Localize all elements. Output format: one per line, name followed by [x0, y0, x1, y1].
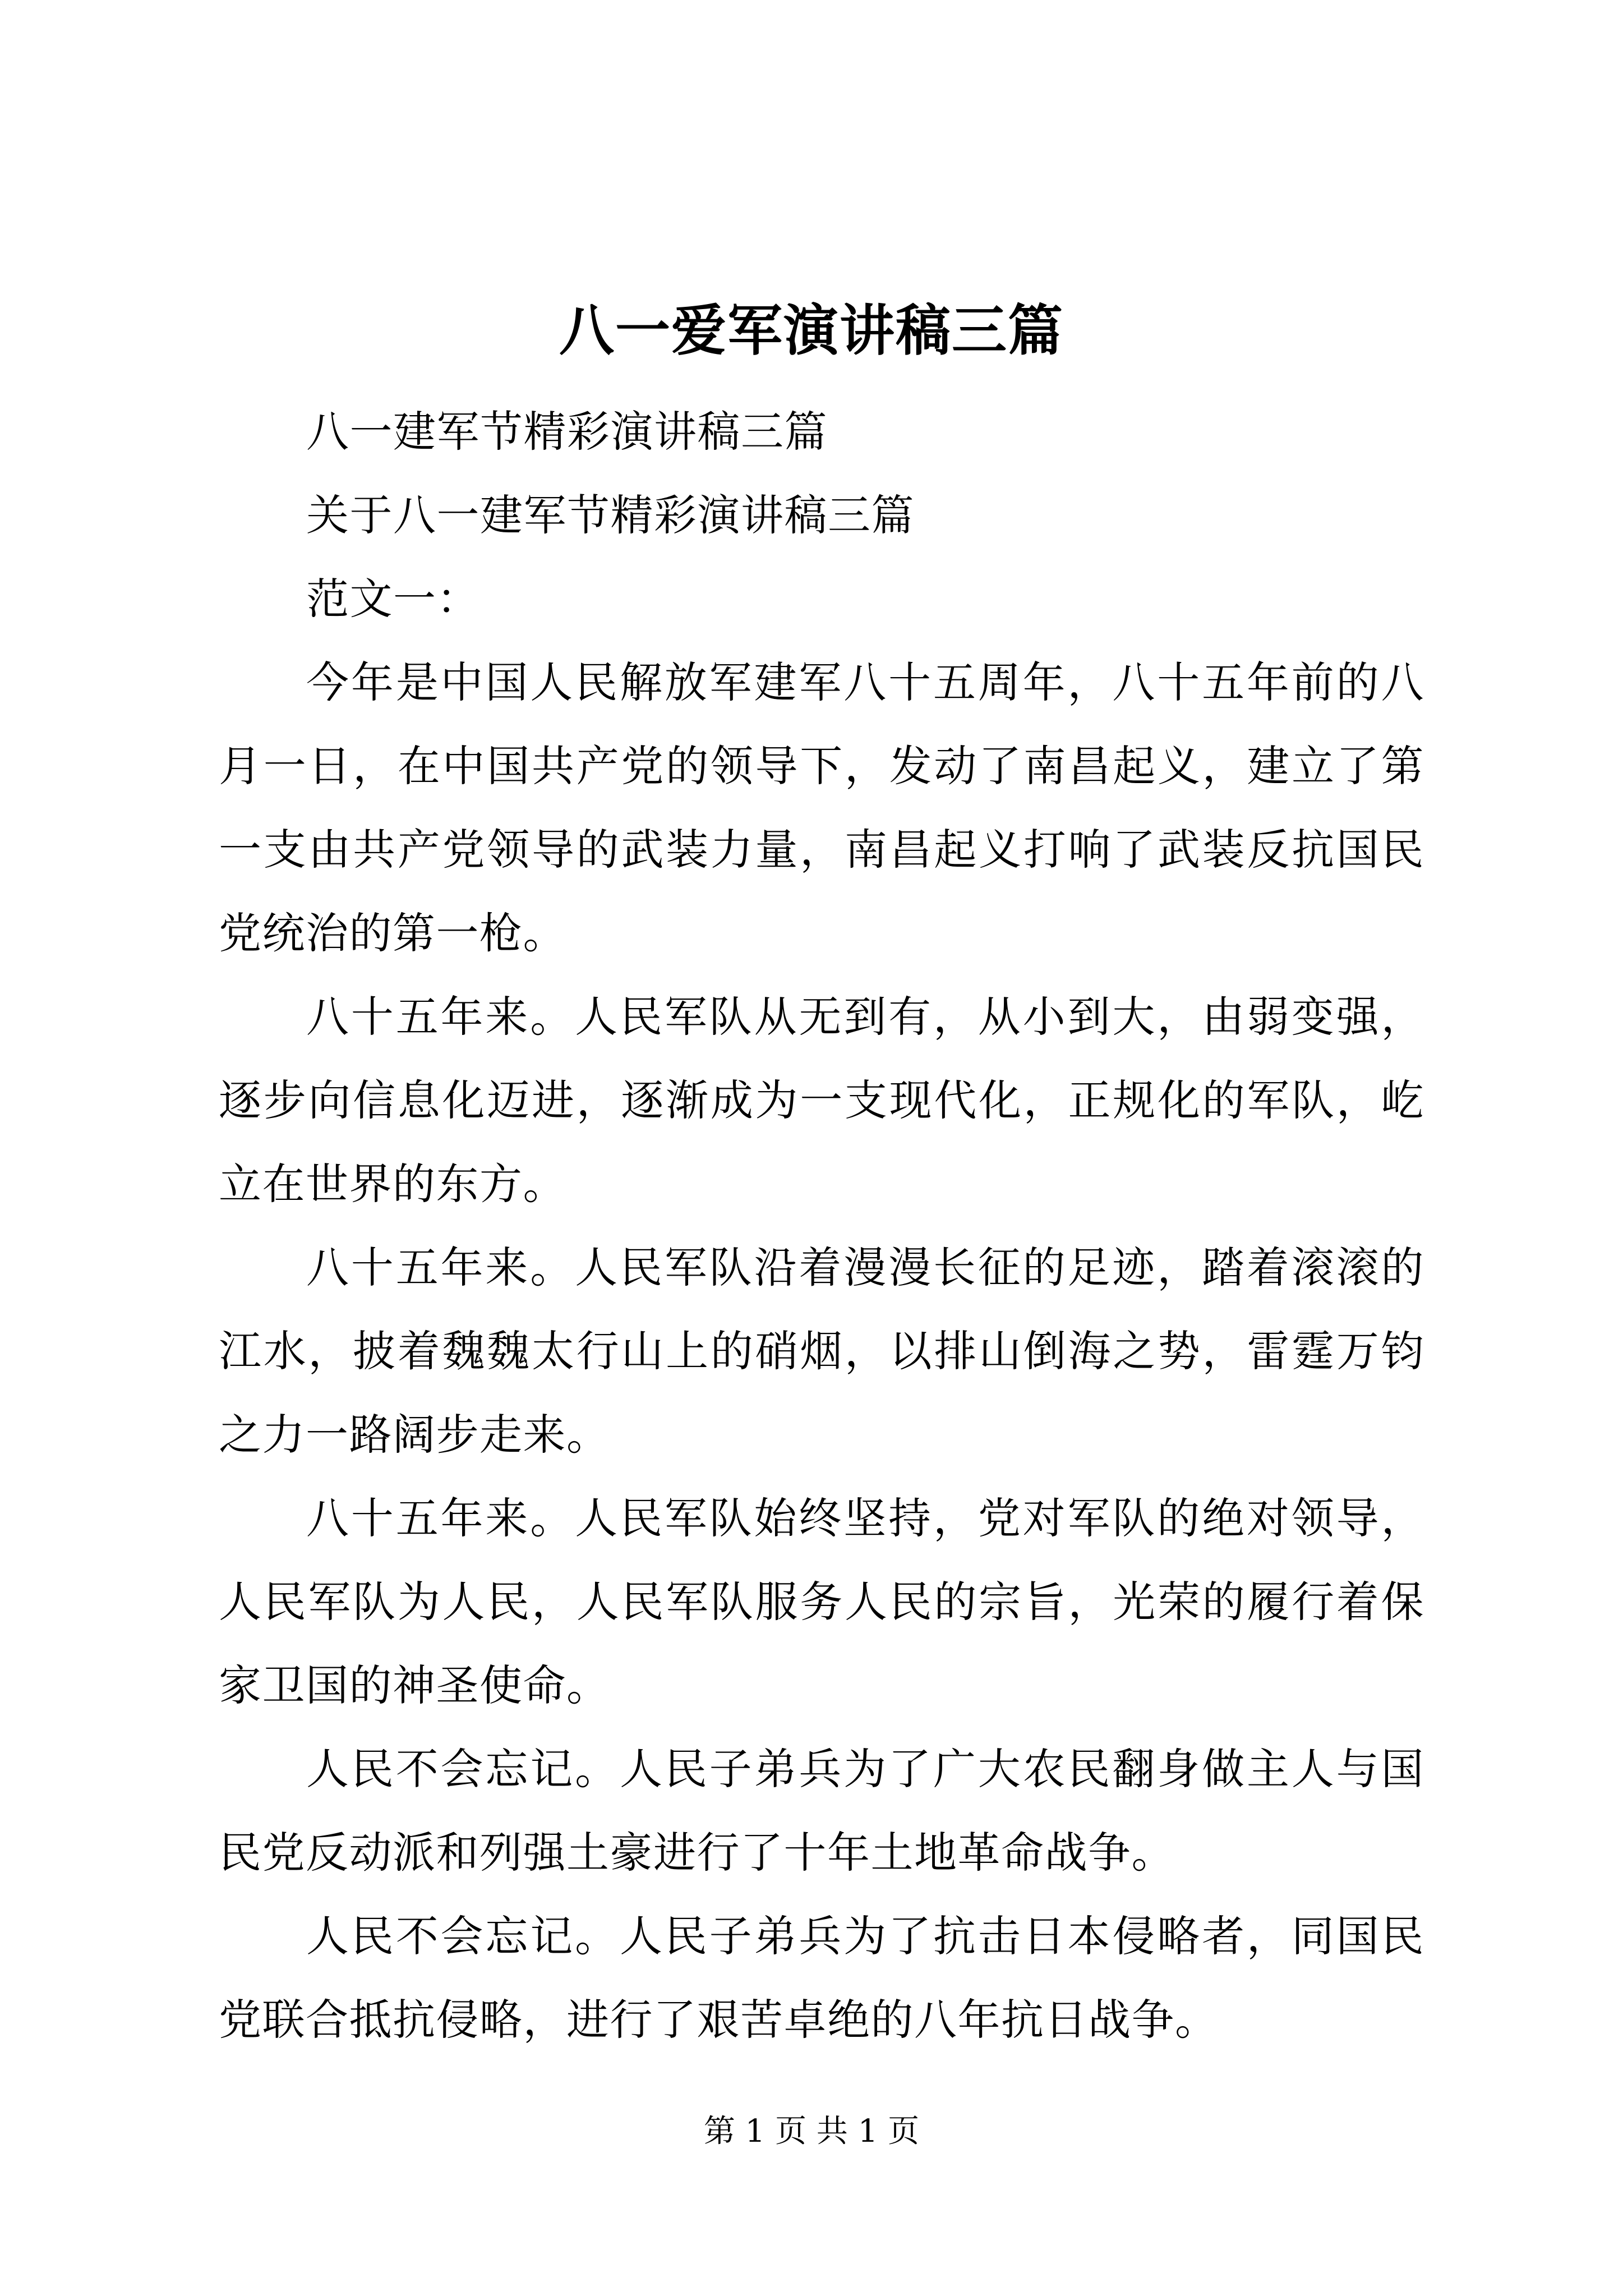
paragraph: 人民不会忘记。人民子弟兵为了抗击日本侵略者，同国民党联合抵抗侵略，进行了艰苦卓绝的八年抗日战争。	[219, 1911, 1424, 2045]
paragraph-sample-label: 范文一：	[306, 574, 480, 624]
paragraph: 人民不会忘记。人民子弟兵为了广大农民翻身做主人与国民党反动派和列强土豪进行了十年土地革命战争。	[219, 1744, 1424, 1878]
document-title: 八一爱军演讲稿三篇	[559, 299, 1064, 363]
document-body	[219, 390, 1424, 2062]
paragraph-heading: 关于八一建军节精彩演讲稿三篇	[306, 490, 915, 540]
page-footer: 第 1 页 共 1 页	[703, 2113, 920, 2150]
paragraph: 八十五年来。人民军队从无到有，从小到大，由弱变强，逐步向信息化迈进，逐渐成为一支现代化，正规化的军队，屹立在世界的东方。	[219, 992, 1424, 1209]
paragraph-subtitle: 八一建军节精彩演讲稿三篇	[306, 407, 828, 457]
paragraph: 八十五年来。人民军队沿着漫漫长征的足迹，踏着滚滚的江水，披着魏魏太行山上的硝烟，以排山倒海之势，雷霆万钧之力一路阔步走来。	[219, 1243, 1424, 1460]
paragraph: 八十五年来。人民军队始终坚持，党对军队的绝对领导，人民军队为人民，人民军队服务人民的宗旨，光荣的履行着保家卫国的神圣使命。	[219, 1493, 1424, 1710]
paragraph: 今年是中国人民解放军建军八十五周年，八十五年前的八月一日，在中国共产党的领导下，发动了南昌起义，建立了第一支由共产党领导的武装力量，南昌起义打响了武装反抗国民党统治的第一枪。	[219, 657, 1424, 958]
